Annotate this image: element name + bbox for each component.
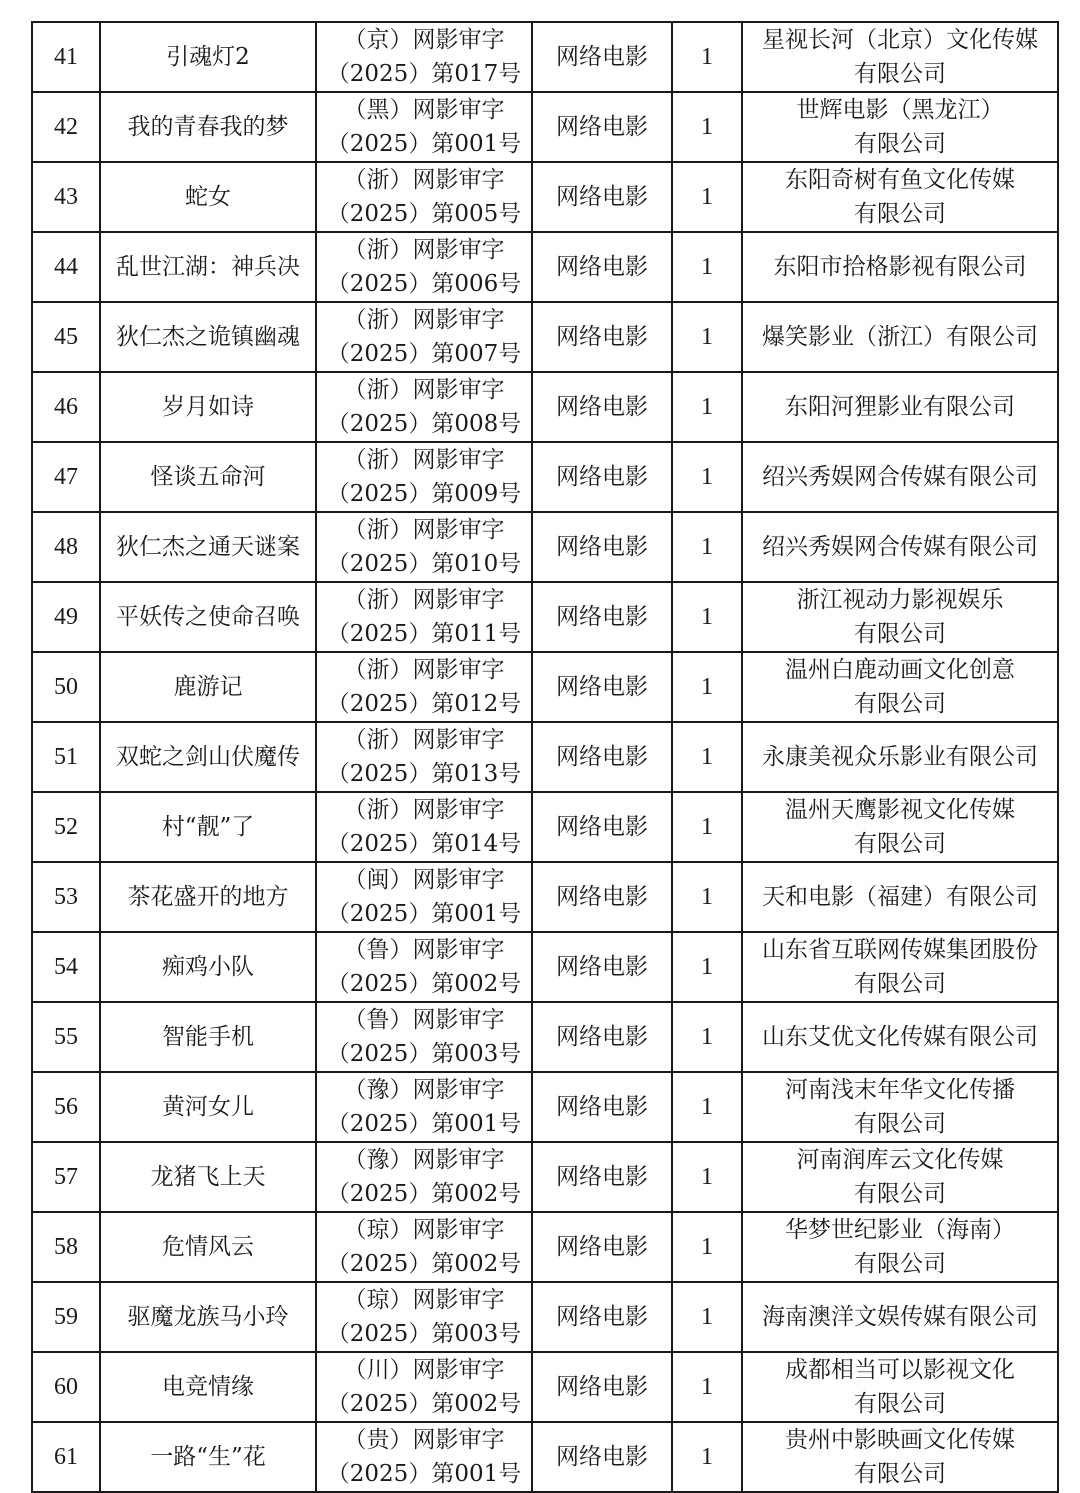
permit-number-cell [316, 302, 532, 372]
company-cell [742, 1282, 1058, 1352]
table-row [32, 512, 1058, 582]
company-line: 有限公司 [854, 831, 946, 857]
film-title-cell: 村“靓”了 [100, 792, 316, 862]
permit-line: （2025）第001号 [326, 131, 522, 157]
permit-number-cell [316, 1072, 532, 1142]
company-cell [742, 1002, 1058, 1072]
row-number-cell: 54 [32, 932, 100, 1002]
permit-line: （2025）第002号 [326, 1181, 522, 1207]
company-cell [742, 862, 1058, 932]
film-title-cell: 我的青春我的梦 [100, 92, 316, 162]
company-cell [742, 1072, 1058, 1142]
film-title-cell: 狄仁杰之通天谜案 [100, 512, 316, 582]
company-line: 成都相当可以影视文化 [785, 1357, 1015, 1383]
company-line: 东阳市拾格影视有限公司 [773, 254, 1027, 280]
permit-line: （2025）第012号 [326, 691, 522, 717]
episode-count-cell: 1 [672, 162, 742, 232]
company-cell [742, 162, 1058, 232]
company-line: 有限公司 [854, 691, 946, 717]
company-line: 有限公司 [854, 1181, 946, 1207]
episode-count-cell: 1 [672, 1072, 742, 1142]
row-number-cell: 44 [32, 232, 100, 302]
company-cell [742, 1422, 1058, 1492]
permit-line: （2025）第002号 [326, 1391, 522, 1417]
table-row [32, 92, 1058, 162]
company-cell [742, 722, 1058, 792]
film-type-cell: 网络电影 [532, 792, 672, 862]
row-number-cell: 50 [32, 652, 100, 722]
permit-line: （2025）第002号 [326, 971, 522, 997]
company-line: 温州白鹿动画文化创意 [785, 657, 1015, 683]
permit-number-cell [316, 722, 532, 792]
permit-number-cell [316, 1422, 532, 1492]
permit-line: （鲁）网影审字 [343, 1007, 505, 1033]
permit-number-cell [316, 582, 532, 652]
permit-number-cell [316, 652, 532, 722]
episode-count-cell: 1 [672, 92, 742, 162]
company-line: 有限公司 [854, 1391, 946, 1417]
row-number-cell: 61 [32, 1422, 100, 1492]
permit-line: （闽）网影审字 [343, 867, 505, 893]
company-line: 浙江视动力影视娱乐 [796, 587, 1004, 613]
row-number-cell: 45 [32, 302, 100, 372]
permit-line: （京）网影审字 [343, 27, 505, 53]
permit-number-cell [316, 512, 532, 582]
episode-count-cell: 1 [672, 442, 742, 512]
film-type-cell: 网络电影 [532, 232, 672, 302]
table-row [32, 1072, 1058, 1142]
permit-number-cell [316, 442, 532, 512]
table-row [32, 1352, 1058, 1422]
row-number-cell: 47 [32, 442, 100, 512]
film-type-cell: 网络电影 [532, 1352, 672, 1422]
table-row [32, 1142, 1058, 1212]
episode-count-cell: 1 [672, 792, 742, 862]
company-cell [742, 302, 1058, 372]
film-type-cell: 网络电影 [532, 1282, 672, 1352]
company-cell [742, 932, 1058, 1002]
permit-line: （浙）网影审字 [343, 167, 505, 193]
company-line: 山东省互联网传媒集团股份 [762, 937, 1038, 963]
company-line: 华梦世纪影业（海南） [785, 1217, 1015, 1243]
film-title-cell: 龙猪飞上天 [100, 1142, 316, 1212]
episode-count-cell: 1 [672, 512, 742, 582]
permit-line: （浙）网影审字 [343, 377, 505, 403]
permit-number-cell [316, 1212, 532, 1282]
permit-line: （2025）第003号 [326, 1321, 522, 1347]
row-number-cell: 46 [32, 372, 100, 442]
permit-line: （2025）第011号 [326, 621, 522, 647]
company-line: 有限公司 [854, 1461, 946, 1487]
company-cell [742, 512, 1058, 582]
permit-line: （2025）第017号 [326, 61, 522, 87]
table-row [32, 932, 1058, 1002]
film-title-cell: 危情风云 [100, 1212, 316, 1282]
permit-line: （琼）网影审字 [343, 1287, 505, 1313]
permit-line: （2025）第006号 [326, 271, 522, 297]
company-cell [742, 22, 1058, 92]
permit-line: （浙）网影审字 [343, 307, 505, 333]
company-cell [742, 1352, 1058, 1422]
permit-number-cell [316, 1142, 532, 1212]
company-line: 天和电影（福建）有限公司 [762, 884, 1038, 910]
table-row [32, 442, 1058, 512]
episode-count-cell: 1 [672, 302, 742, 372]
permit-line: （2025）第007号 [326, 341, 522, 367]
row-number-cell: 52 [32, 792, 100, 862]
table-row [32, 652, 1058, 722]
permit-line: （2025）第008号 [326, 411, 522, 437]
permit-line: （浙）网影审字 [343, 517, 505, 543]
company-line: 东阳河狸影业有限公司 [785, 394, 1015, 420]
film-type-cell: 网络电影 [532, 1072, 672, 1142]
episode-count-cell: 1 [672, 722, 742, 792]
permit-line: （2025）第001号 [326, 1461, 522, 1487]
film-approval-table [31, 21, 1059, 1493]
permit-line: （川）网影审字 [343, 1357, 505, 1383]
film-title-cell: 引魂灯2 [100, 22, 316, 92]
film-title-cell: 鹿游记 [100, 652, 316, 722]
company-line: 永康美视众乐影业有限公司 [762, 744, 1038, 770]
company-cell [742, 1212, 1058, 1282]
row-number-cell: 48 [32, 512, 100, 582]
film-type-cell: 网络电影 [532, 22, 672, 92]
row-number-cell: 41 [32, 22, 100, 92]
film-type-cell: 网络电影 [532, 442, 672, 512]
episode-count-cell: 1 [672, 932, 742, 1002]
film-title-cell: 痴鸡小队 [100, 932, 316, 1002]
permit-line: （豫）网影审字 [343, 1147, 505, 1173]
row-number-cell: 55 [32, 1002, 100, 1072]
film-title-cell: 电竞情缘 [100, 1352, 316, 1422]
permit-line: （2025）第009号 [326, 481, 522, 507]
company-line: 有限公司 [854, 131, 946, 157]
row-number-cell: 49 [32, 582, 100, 652]
film-type-cell: 网络电影 [532, 1142, 672, 1212]
table-row [32, 1422, 1058, 1492]
film-title-cell: 智能手机 [100, 1002, 316, 1072]
table-row [32, 302, 1058, 372]
table-body [32, 22, 1058, 1492]
permit-line: （贵）网影审字 [343, 1427, 505, 1453]
company-line: 贵州中影映画文化传媒 [785, 1427, 1015, 1453]
permit-number-cell [316, 1352, 532, 1422]
episode-count-cell: 1 [672, 232, 742, 302]
company-line: 有限公司 [854, 621, 946, 647]
permit-line: （2025）第001号 [326, 1111, 522, 1137]
row-number-cell: 42 [32, 92, 100, 162]
table-row [32, 232, 1058, 302]
episode-count-cell: 1 [672, 1282, 742, 1352]
permit-line: （浙）网影审字 [343, 587, 505, 613]
episode-count-cell: 1 [672, 862, 742, 932]
permit-line: （2025）第005号 [326, 201, 522, 227]
episode-count-cell: 1 [672, 22, 742, 92]
film-type-cell: 网络电影 [532, 302, 672, 372]
row-number-cell: 60 [32, 1352, 100, 1422]
film-title-cell: 乱世江湖：神兵决 [100, 232, 316, 302]
film-title-cell: 蛇女 [100, 162, 316, 232]
permit-number-cell [316, 92, 532, 162]
company-line: 温州天鹰影视文化传媒 [785, 797, 1015, 823]
company-cell [742, 442, 1058, 512]
table-row [32, 862, 1058, 932]
film-type-cell: 网络电影 [532, 932, 672, 1002]
permit-line: （2025）第002号 [326, 1251, 522, 1277]
permit-number-cell [316, 792, 532, 862]
film-type-cell: 网络电影 [532, 722, 672, 792]
row-number-cell: 43 [32, 162, 100, 232]
table-row [32, 22, 1058, 92]
permit-line: （2025）第014号 [326, 831, 522, 857]
company-line: 有限公司 [854, 61, 946, 87]
table-row [32, 162, 1058, 232]
company-cell [742, 792, 1058, 862]
company-line: 世辉电影（黑龙江） [796, 97, 1004, 123]
film-type-cell: 网络电影 [532, 372, 672, 442]
permit-number-cell [316, 232, 532, 302]
film-title-cell: 岁月如诗 [100, 372, 316, 442]
permit-number-cell [316, 1282, 532, 1352]
permit-line: （黑）网影审字 [343, 97, 505, 123]
episode-count-cell: 1 [672, 652, 742, 722]
table-row [32, 722, 1058, 792]
permit-number-cell [316, 162, 532, 232]
company-line: 有限公司 [854, 1111, 946, 1137]
permit-number-cell [316, 22, 532, 92]
company-line: 爆笑影业（浙江）有限公司 [762, 324, 1038, 350]
table-row [32, 372, 1058, 442]
company-line: 绍兴秀娱网合传媒有限公司 [762, 534, 1038, 560]
episode-count-cell: 1 [672, 1142, 742, 1212]
permit-line: （豫）网影审字 [343, 1077, 505, 1103]
episode-count-cell: 1 [672, 1422, 742, 1492]
company-line: 有限公司 [854, 971, 946, 997]
row-number-cell: 59 [32, 1282, 100, 1352]
company-line: 有限公司 [854, 201, 946, 227]
episode-count-cell: 1 [672, 1212, 742, 1282]
film-title-cell: 双蛇之剑山伏魔传 [100, 722, 316, 792]
row-number-cell: 53 [32, 862, 100, 932]
row-number-cell: 51 [32, 722, 100, 792]
film-title-cell: 黄河女儿 [100, 1072, 316, 1142]
episode-count-cell: 1 [672, 1352, 742, 1422]
episode-count-cell: 1 [672, 1002, 742, 1072]
company-cell [742, 652, 1058, 722]
company-line: 有限公司 [854, 1251, 946, 1277]
permit-line: （浙）网影审字 [343, 727, 505, 753]
episode-count-cell: 1 [672, 372, 742, 442]
film-title-cell: 一路“生”花 [100, 1422, 316, 1492]
film-title-cell: 平妖传之使命召唤 [100, 582, 316, 652]
permit-line: （浙）网影审字 [343, 657, 505, 683]
permit-line: （浙）网影审字 [343, 447, 505, 473]
permit-number-cell [316, 862, 532, 932]
company-cell [742, 582, 1058, 652]
film-title-cell: 驱魔龙族马小玲 [100, 1282, 316, 1352]
company-cell [742, 232, 1058, 302]
company-line: 海南澳洋文娱传媒有限公司 [762, 1304, 1038, 1330]
company-line: 山东艾优文化传媒有限公司 [762, 1024, 1038, 1050]
company-line: 东阳奇树有鱼文化传媒 [785, 167, 1015, 193]
permit-line: （鲁）网影审字 [343, 937, 505, 963]
film-title-cell: 怪谈五命河 [100, 442, 316, 512]
permit-line: （2025）第001号 [326, 901, 522, 927]
row-number-cell: 56 [32, 1072, 100, 1142]
row-number-cell: 57 [32, 1142, 100, 1212]
film-type-cell: 网络电影 [532, 1002, 672, 1072]
film-title-cell: 狄仁杰之诡镇幽魂 [100, 302, 316, 372]
company-line: 河南浅末年华文化传播 [785, 1077, 1015, 1103]
film-type-cell: 网络电影 [532, 1212, 672, 1282]
film-type-cell: 网络电影 [532, 1422, 672, 1492]
row-number-cell: 58 [32, 1212, 100, 1282]
permit-number-cell [316, 932, 532, 1002]
table-row [32, 1002, 1058, 1072]
company-cell [742, 372, 1058, 442]
episode-count-cell: 1 [672, 582, 742, 652]
film-type-cell: 网络电影 [532, 582, 672, 652]
table-row [32, 582, 1058, 652]
permit-number-cell [316, 372, 532, 442]
table-row [32, 1282, 1058, 1352]
permit-line: （琼）网影审字 [343, 1217, 505, 1243]
permit-line: （浙）网影审字 [343, 237, 505, 263]
table-row [32, 792, 1058, 862]
film-type-cell: 网络电影 [532, 512, 672, 582]
company-line: 绍兴秀娱网合传媒有限公司 [762, 464, 1038, 490]
company-line: 星视长河（北京）文化传媒 [762, 27, 1038, 53]
permit-line: （浙）网影审字 [343, 797, 505, 823]
company-line: 河南润库云文化传媒 [796, 1147, 1004, 1173]
film-type-cell: 网络电影 [532, 92, 672, 162]
film-type-cell: 网络电影 [532, 652, 672, 722]
film-type-cell: 网络电影 [532, 162, 672, 232]
table-row [32, 1212, 1058, 1282]
film-type-cell: 网络电影 [532, 862, 672, 932]
permit-number-cell [316, 1002, 532, 1072]
company-cell [742, 92, 1058, 162]
film-title-cell: 茶花盛开的地方 [100, 862, 316, 932]
company-cell [742, 1142, 1058, 1212]
permit-line: （2025）第003号 [326, 1041, 522, 1067]
permit-line: （2025）第010号 [326, 551, 522, 577]
permit-line: （2025）第013号 [326, 761, 522, 787]
